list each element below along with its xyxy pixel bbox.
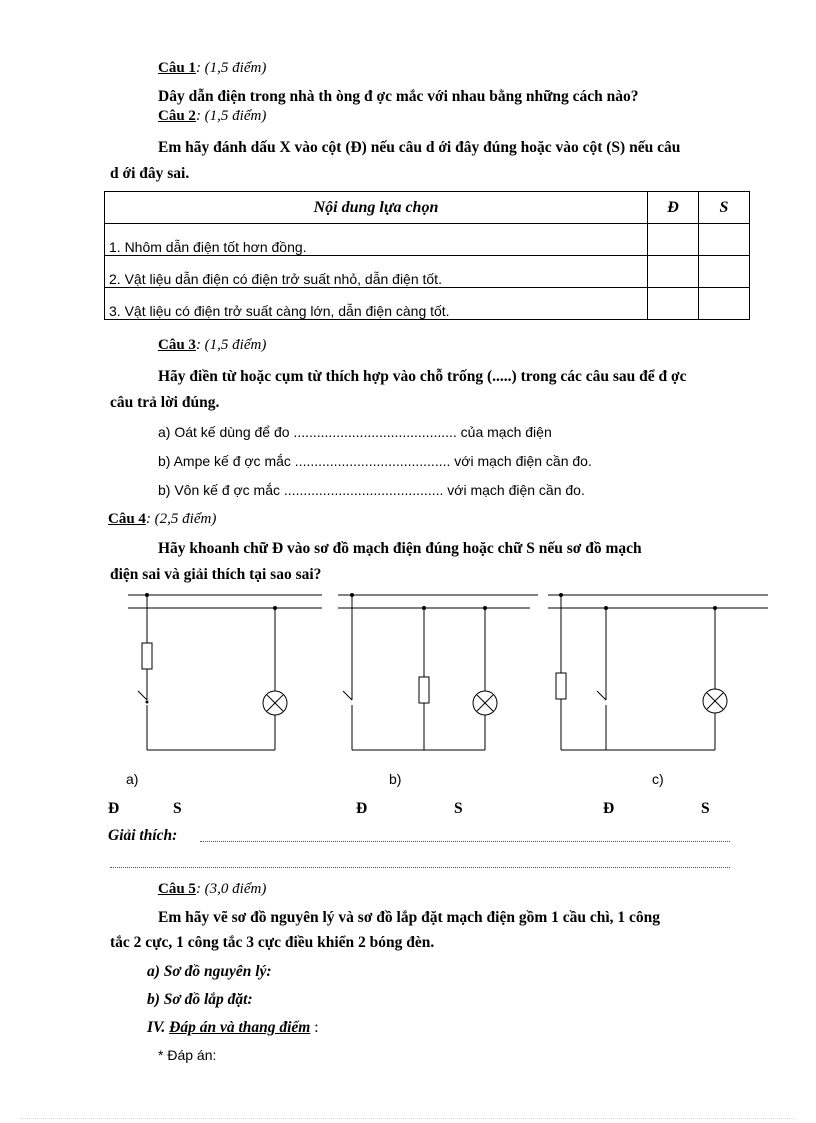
q5-label: Câu 5 [158,881,196,897]
q5-heading [158,881,266,898]
fuse-icon [556,673,566,699]
q4-heading [108,511,216,528]
q5-item-a: a) Sơ đồ nguyên lý: [147,963,272,980]
answer-cell-false[interactable] [699,224,750,256]
diagram-label-a: a) [126,771,139,787]
circuit-diagram-b [338,593,538,750]
answer-cell-true[interactable] [648,256,699,288]
q3-line1: Hãy điền từ hoặc cụm từ thích hợp vào chỗ trống (.....) trong các câu sau để đ ợc [158,368,687,385]
table-row-statement: 2. Vật liệu dẫn điện có điện trở suất nhỏ, dẫn điện tốt. [105,256,648,288]
choice-s-c[interactable]: S [701,800,710,817]
explain-label: Giải thích: [108,827,178,844]
q2-heading [158,108,266,125]
choice-s-b[interactable]: S [454,800,463,817]
section-4-heading [147,1019,319,1037]
q2-score: : (1,5 điểm) [195,108,267,124]
fuse-icon [419,677,429,703]
q5-line1: Em hãy vẽ sơ đồ nguyên lý và sơ đồ lắp đặt mạch điện gồm 1 cầu chì, 1 công [158,909,661,926]
table-row [105,256,750,288]
answer-cell-false[interactable] [699,288,750,320]
section-4-suffix: : [310,1019,319,1036]
q3-line2: câu trả lời đúng. [110,394,220,411]
answer-cell-true[interactable] [648,288,699,320]
switch-icon [343,691,352,700]
table-row [105,288,750,320]
choice-d-b[interactable]: Đ [356,800,368,817]
circuit-diagram-c [548,593,768,750]
q2-line1: Em hãy đánh dấu X vào cột (Đ) nếu câu d ới đây đúng hoặc vào cột (S) nếu câu [158,139,681,156]
q1-text: Dây dẫn điện trong nhà th òng đ ợc mắc với nhau bằng những cách nào? [158,88,639,105]
choice-d-a[interactable]: Đ [108,800,120,817]
diagram-label-c: c) [652,771,664,787]
q4-score: : (2,5 điểm) [145,511,217,527]
section-4-number: IV. [147,1019,170,1036]
q2-label: Câu 2 [158,108,196,124]
q4-line2: điện sai và giải thích tại sao sai? [110,566,322,583]
explain-line[interactable] [110,867,730,868]
q5-score: : (3,0 điểm) [195,881,267,897]
q2-line2: d ới đây sai. [110,165,190,182]
table-header-content: Nội dung lựa chọn [105,192,648,224]
answer-label: * Đáp án: [158,1047,217,1063]
table-header-true: Đ [648,192,699,224]
q1-score: : (1,5 điểm) [195,60,267,76]
q5-line2: tắc 2 cực, 1 công tắc 3 cực điều khiển 2 bóng đèn. [110,934,435,951]
table-row-statement: 3. Vật liệu có điện trở suất càng lớn, dẫn điện càng tốt. [105,288,648,320]
fuse-icon [142,643,152,669]
q3-label: Câu 3 [158,337,196,353]
choice-s-a[interactable]: S [173,800,182,817]
q4-line1: Hãy khoanh chữ Đ vào sơ đồ mạch điện đúng hoặc chữ S nếu sơ đồ mạch [158,540,642,557]
page-bottom-rule [20,1118,796,1119]
q1-label: Câu 1 [158,60,196,76]
switch-icon [597,691,606,700]
q3-score: : (1,5 điểm) [195,337,267,353]
choice-table [104,191,750,320]
table-header-false: S [699,192,750,224]
answer-cell-true[interactable] [648,224,699,256]
q3-item-a: a) Oát kế dùng để đo .......................................... của mạch điện [158,424,552,440]
q3-heading [158,337,266,354]
table-row [105,224,750,256]
q5-item-b: b) Sơ đồ lắp đặt: [147,991,253,1008]
q1-heading [158,60,266,77]
answer-cell-false[interactable] [699,256,750,288]
explain-line[interactable] [200,841,730,842]
table-header-row [105,192,750,224]
q3-item-c: b) Vôn kế đ ợc mắc ......................................... với mạch điện cần đo. [158,482,585,498]
diagram-label-b: b) [389,771,402,787]
circuit-diagrams [0,585,816,775]
section-4-title: Đáp án và thang điểm [169,1019,311,1036]
q4-label: Câu 4 [108,511,146,527]
q3-item-b: b) Ampe kế đ ợc mắc ........................................ với mạch điện cần đo. [158,453,592,469]
table-row-statement: 1. Nhôm dẫn điện tốt hơn đồng. [105,224,648,256]
choice-d-c[interactable]: Đ [603,800,615,817]
circuit-diagram-a [128,593,322,750]
switch-icon [138,691,147,700]
